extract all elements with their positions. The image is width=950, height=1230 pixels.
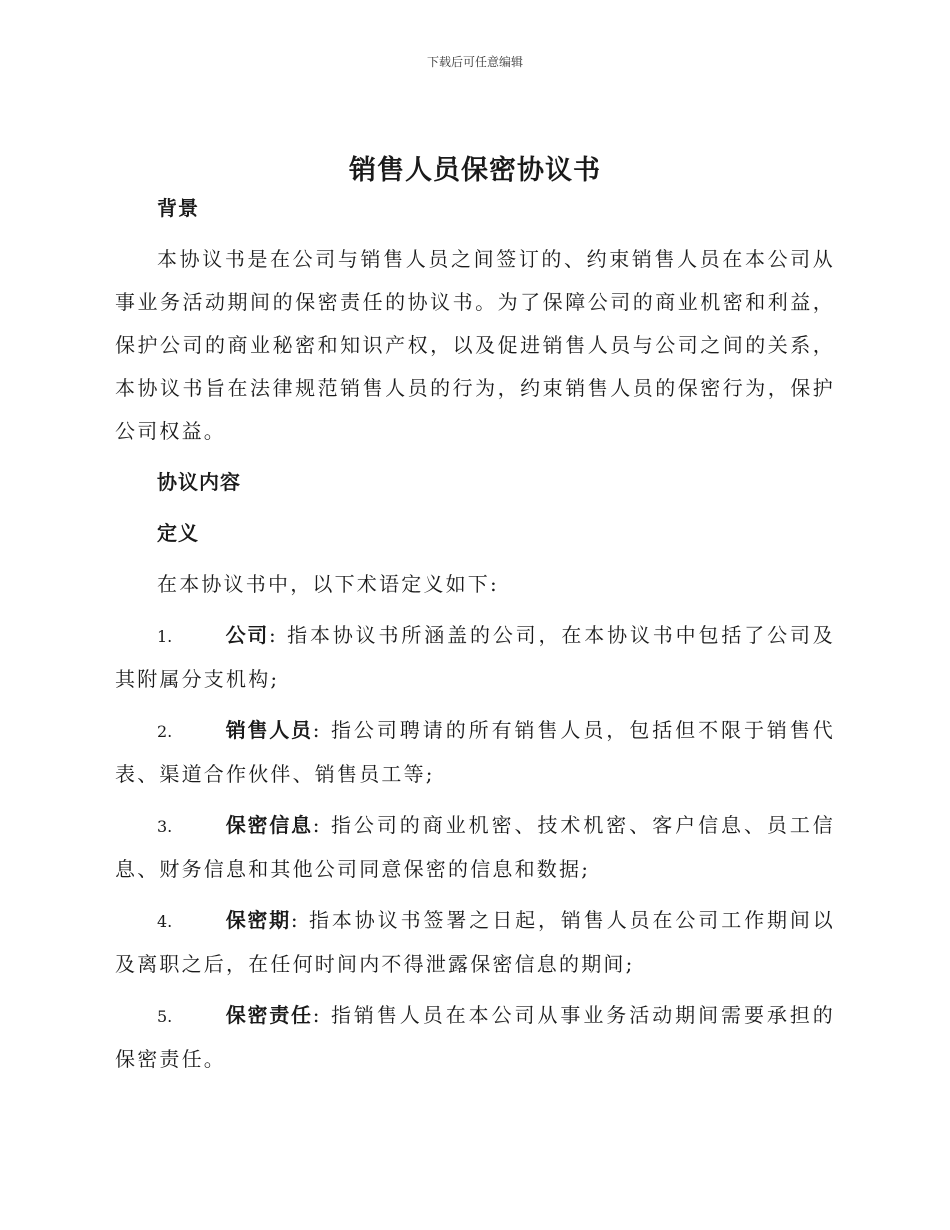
item-number: 1. — [157, 627, 173, 646]
background-heading: 背景 — [157, 196, 199, 220]
agreement-content-heading: 协议内容 — [157, 470, 241, 494]
item-text: : 指销售人员在本公司从事业务活动期间需要承担的保密责任。 — [115, 1003, 836, 1071]
definition-item — [115, 709, 835, 796]
definition-heading: 定义 — [157, 521, 199, 545]
item-text: : 指本协议书所涵盖的公司，在本协议书中包括了公司及其附属分支机构; — [115, 623, 836, 691]
item-text: : 指公司的商业机密、技术机密、客户信息、员工信息、财务信息和其他公司同意保密的信息和数据; — [115, 813, 836, 881]
document-title: 销售人员保密协议书 — [349, 155, 601, 186]
item-term: 保密信息 — [225, 813, 313, 837]
header-note: 下载后可任意编辑 — [426, 55, 523, 69]
item-text: : 指公司聘请的所有销售人员，包括但不限于销售代表、渠道合作伙伴、销售员工等; — [115, 718, 836, 786]
item-number: 5. — [157, 1007, 173, 1026]
item-number: 2. — [157, 722, 173, 741]
item-number: 3. — [157, 817, 173, 836]
definition-intro: 在本协议书中，以下术语定义如下: — [157, 572, 499, 596]
document-body — [115, 187, 835, 1081]
item-number: 4. — [157, 912, 173, 931]
definition-item — [115, 614, 835, 701]
definition-item — [115, 994, 835, 1081]
definition-item — [115, 899, 835, 986]
item-term: 销售人员 — [225, 718, 313, 742]
item-text: : 指本协议书签署之日起，销售人员在公司工作期间以及离职之后，在任何时间内不得泄露保密信息的期间; — [115, 908, 835, 976]
item-term: 保密责任 — [225, 1003, 313, 1027]
item-term: 保密期 — [225, 908, 291, 932]
definition-item — [115, 804, 835, 891]
item-term: 公司 — [225, 623, 269, 647]
background-paragraph: 本协议书是在公司与销售人员之间签订的、约束销售人员在本公司从事业务活动期间的保密责任的协议书。为了保障公司的商业机密和利益，保护公司的商业秘密和知识产权，以及促进销售人员与公司之间的关系，本协议书旨在法律规范销售人员的行为，约束销售人员的保密行为，保护公司权益。 — [115, 247, 835, 443]
